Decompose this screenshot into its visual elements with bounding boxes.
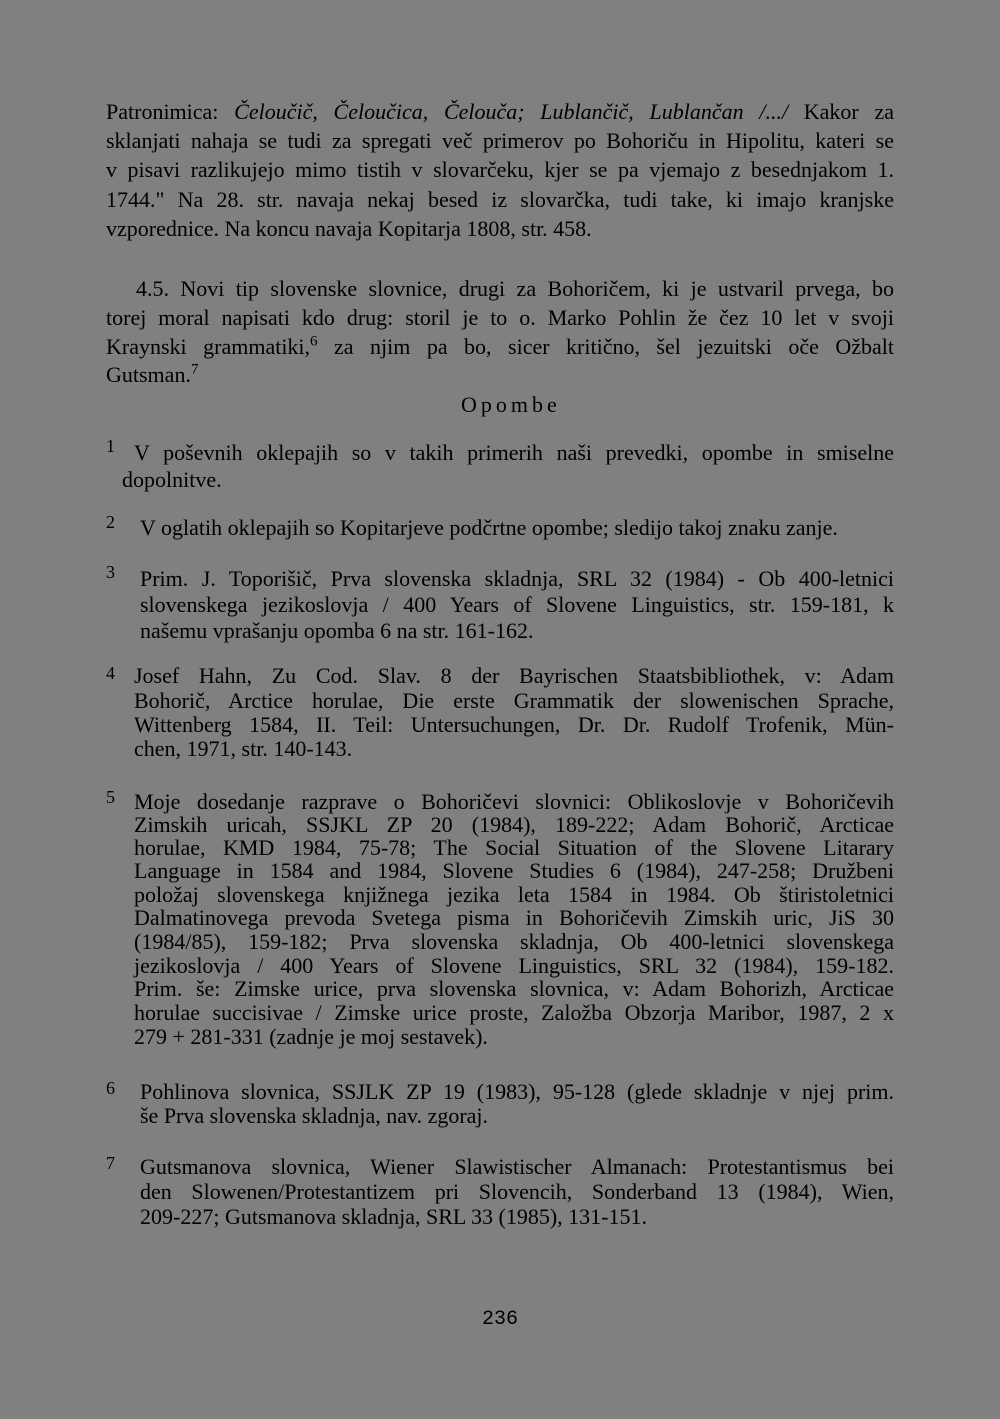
body-line: vzporednice. Na koncu navaja Kopitarja 1808, str. 458. xyxy=(106,216,592,241)
footnote-line: položaj slovenskega knjižnega jezika leta 1584 in 1984. Ob štiristoletnici xyxy=(134,882,894,907)
footnote-line: Zimskih uricah, SSJKL ZP 20 (1984), 189-222; Adam Bohorič, Arcticae xyxy=(134,812,894,837)
footnote-line: Dalmatinovega prevoda Svetega pisma in Bohoričevih Zimskih uric, JiS 30 xyxy=(134,905,894,930)
footnote-line: Prim. J. Toporišič, Prva slovenska skladnja, SRL 32 (1984) - Ob 400-letnici xyxy=(140,566,894,591)
notes-heading: Opombe xyxy=(461,392,561,417)
footnote-line: jezikoslovja / 400 Years of Slovene Linguistics, SRL 32 (1984), 159-182. xyxy=(134,953,894,978)
body-line: 4.5. Novi tip slovenske slovnice, drugi za Bohoričem, ki je ustvaril prvega, bo xyxy=(136,276,894,301)
footnote-line: še Prva slovenska skladnja, nav. zgoraj. xyxy=(140,1103,489,1128)
footnote-line: V oglatih oklepajih so Kopitarjeve podčrtne opombe; sledijo takoj znaku zanje. xyxy=(140,515,838,540)
footnote-line: dopolnitve. xyxy=(122,467,222,492)
footnote-line: našemu vprašanju opomba 6 na str. 161-162. xyxy=(140,618,534,643)
body-line: torej moral napisati kdo drug: storil je to o. Marko Pohlin že čez 10 let v svoji xyxy=(106,305,894,330)
footnote-number: 5 xyxy=(106,787,115,807)
footnote-line: Pohlinova slovnica, SSJLK ZP 19 (1983), 95-128 (glede skladnje v njej prim. xyxy=(140,1079,894,1104)
footnote-line: Language in 1584 and 1984, Slovene Studies 6 (1984), 247-258; Družbeni xyxy=(134,858,894,883)
footnote-ref: 7 xyxy=(190,361,199,378)
footnote-number: 3 xyxy=(106,562,115,582)
footnote-line: 279 + 281-331 (zadnje je moj sestavek). xyxy=(134,1024,488,1049)
footnote-number: 4 xyxy=(106,663,115,683)
footnote-ref: 6 xyxy=(310,333,318,350)
footnote-number: 2 xyxy=(106,512,115,532)
body-line: v pisavi razlikujejo mimo tistih v slovarčeku, kjer se pa vjemajo z besednjakom 1. xyxy=(106,157,894,182)
footnote-line: (1984/85), 159-182; Prva slovenska skladnja, Ob 400-letnici slovenskega xyxy=(134,929,894,954)
footnote-number: 6 xyxy=(106,1078,115,1098)
footnote-line: chen, 1971, str. 140-143. xyxy=(134,736,353,761)
footnote-line: horulae, KMD 1984, 75-78; The Social Situation of the Slovene Litarary xyxy=(134,835,894,860)
footnote-line: Gutsmanova slovnica, Wiener Slawistischer Almanach: Protestantismus bei xyxy=(140,1154,894,1179)
footnote-line: horulae succisivae / Zimske urice proste, Založba Obzorja Maribor, 1987, 2 x xyxy=(134,1000,894,1025)
footnote-line: Bohorič, Arctice horulae, Die erste Grammatik der slowenischen Sprache, xyxy=(134,688,894,713)
body-line: sklanjati nahaja se tudi za spregati več primerov po Bohoriču in Hipolitu, kateri se xyxy=(106,128,894,153)
page-number: 236 xyxy=(482,1308,519,1331)
footnote-line: V poševnih oklepajih so v takih primerih naši prevedki, opombe in smiselne xyxy=(134,440,894,465)
footnote-line: slovenskega jezikoslovja / 400 Years of Slovene Linguistics, str. 159-181, k xyxy=(140,592,894,617)
footnote-line: 209-227; Gutsmanova skladnja, SRL 33 (1985), 131-151. xyxy=(140,1204,647,1229)
footnote-line: Moje dosedanje razprave o Bohoričevi slovnici: Oblikoslovje v Bohoričevih xyxy=(134,789,894,814)
body-line: 1744." Na 28. str. navaja nekaj besed iz slovarčka, tudi take, ki imajo kranjske xyxy=(106,187,894,212)
footnote-number: 7 xyxy=(106,1153,115,1173)
body-line: Patronimica: Čeloučič, Čeloučica, Čelouča; Lublančič, Lublančan /.../ Kakor za xyxy=(106,99,894,124)
footnote-line: den Slowenen/Protestantizem pri Slovencih, Sonderband 13 (1984), Wien, xyxy=(140,1179,894,1204)
body-line: Kraynski grammatiki,$^6$ za njim pa bo, sicer kritično, šel jezuitski oče Ožbalt xyxy=(106,333,894,359)
footnote-line: Prim. še: Zimske urice, prva slovenska slovnica, v: Adam Bohorizh, Arcticae xyxy=(134,976,894,1001)
footnote-number: 1 xyxy=(106,436,115,456)
body-line: Gutsman.$^7$ xyxy=(106,361,199,387)
footnote-line: Wittenberg 1584, II. Teil: Untersuchungen, Dr. Dr. Rudolf Trofenik, Mün- xyxy=(134,712,894,737)
patronymic-examples: Čeloučič, Čeloučica, Čelouča; Lublančič, Lublančan /.../ xyxy=(234,99,789,124)
footnote-line: Josef Hahn, Zu Cod. Slav. 8 der Bayrischen Staatsbibliothek, v: Adam xyxy=(134,663,894,688)
